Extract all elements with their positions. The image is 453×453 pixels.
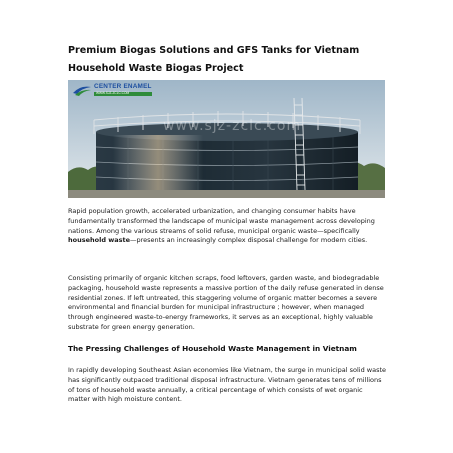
paragraph-vietnam: In rapidly developing Southeast Asian economies like Vietnam, the surge in municipal solid waste has significantly outpaced traditional disposal infrastructure. Vietnam generates tens of millions of tons of household waste annually, a critical percentage of which consists of wet organic matter with high moisture content. [68,366,387,404]
document-title-line-2: Household Waste Biogas Project [68,63,244,74]
brand-swoosh-icon [72,84,92,96]
tank-photo [68,80,385,198]
brand-logo [72,84,152,96]
paragraph-intro-after: —presents an increasingly complex disposal challenge for modern cities. [130,236,368,245]
brand-name: CENTER ENAMEL [94,83,152,91]
paragraph-composition: Consisting primarily of organic kitchen scraps, food leftovers, garden waste, and biodegradable packaging, household waste represents a massive portion of the daily refuse generated in dense residential zones. If left untreated, this staggering volume of organic matter becomes a severe environmental and financial burden for municipal infrastructure ; however, when managed through engineered waste-to-energy frameworks, it serves as an exceptional, highly valuable substrate for green energy generation. [68,274,384,331]
section-heading: The Pressing Challenges of Household Waste Management in Vietnam [68,344,357,353]
tank-illustration [68,80,385,198]
paragraph-intro-before: Rapid population growth, accelerated urbanization, and changing consumer habits have fundamentally transformed the landscape of municipal waste management across developing nations. Among the various streams of solid refuse, municipal organic waste—specifically [68,207,375,235]
paragraph-intro-bold: household waste [68,236,131,245]
brand-url: WWW.SJZ-ZCLC.COM [94,92,152,96]
document-title-line-1: Premium Biogas Solutions and GFS Tanks for Vietnam [68,45,360,56]
photo-watermark: www.sjz-zclc.com [163,118,302,134]
paragraph-intro [68,207,386,246]
